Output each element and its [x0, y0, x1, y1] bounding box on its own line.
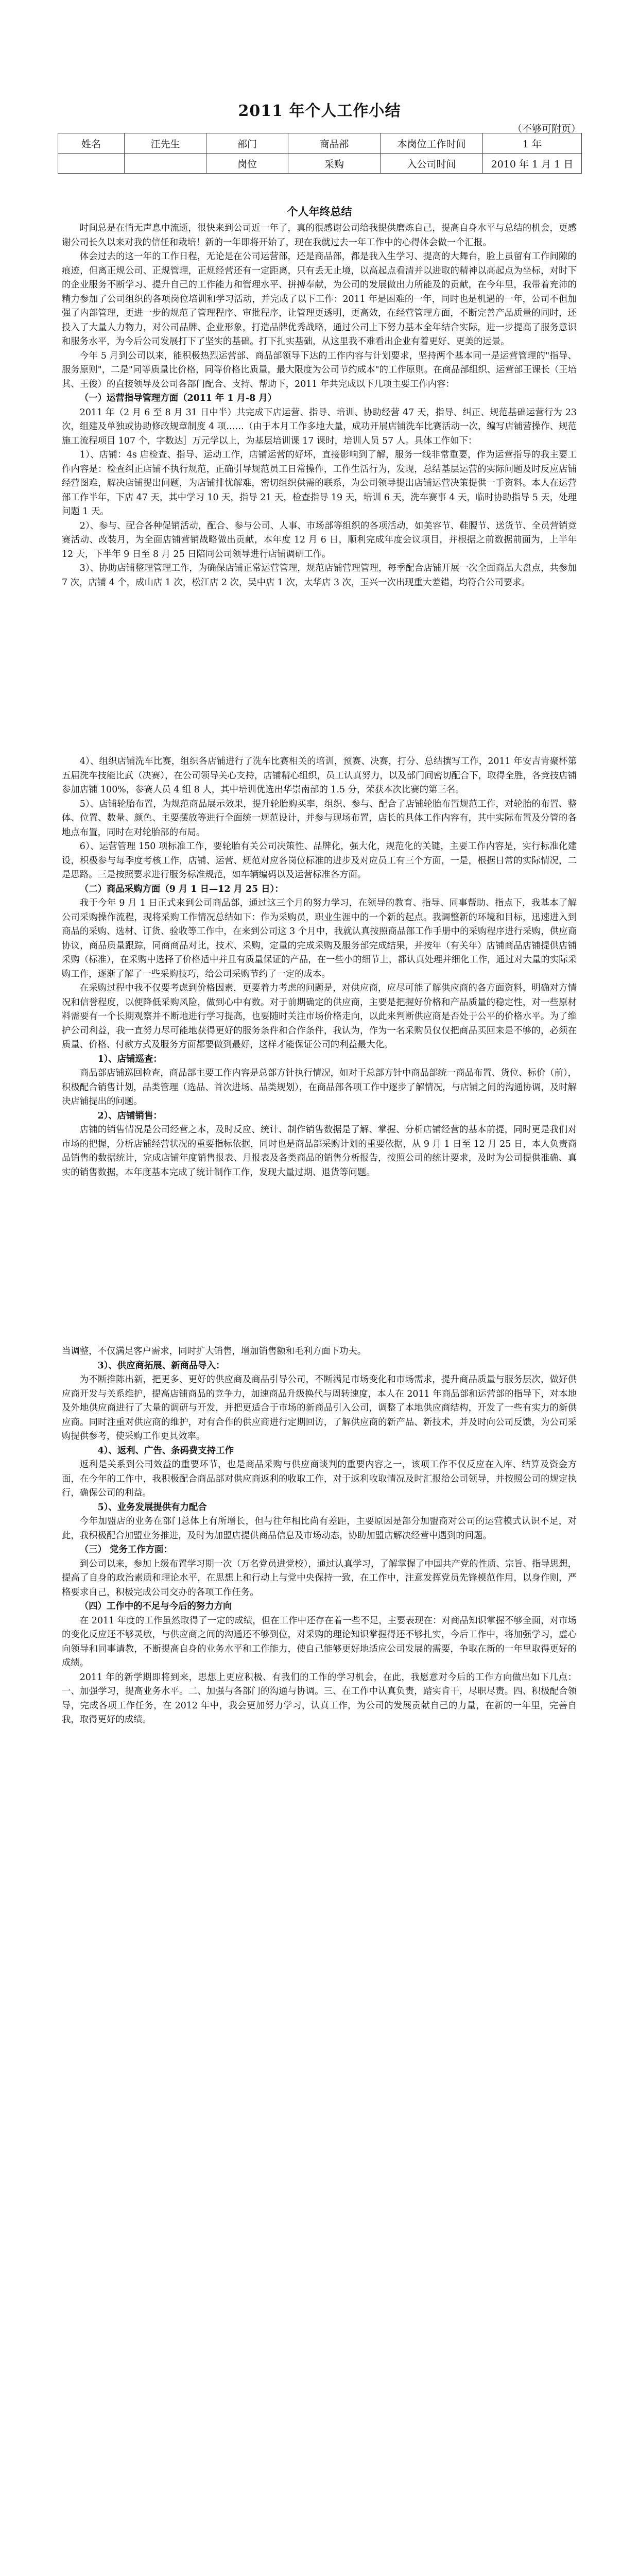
table-cell: 姓名 [58, 133, 125, 154]
section-heading: （三） 党务工作方面： [79, 1545, 172, 1555]
section-heading: （二）商品采购方面（9 月 1 日—12 月 25 日）： [79, 884, 284, 894]
paragraph: 2011 年的新学期即将到来，思想上更应积极、有我们的工作的学习机会，在此，我愿意对今后的工作方向做出如下几点：一、加强学习，提高业务水平。二、加强与各部门的沟通与协调。三、在工作中认真负责，踏实肯干，尽职尽责。四、积极配合领导，完成各项工作任务，在 2012 年中，我会更加努力学习，认真工作，为公司的发展贡献自己的力量，在新的一年里，完善自我，取得更好的成绩。 [62, 1672, 577, 1725]
paragraph: 今年 5 月到公司以来，能积极热烈运营部、商品部领导下达的工作内容与计划要求，坚持两个基本同一是运营管理的"指导、服务原则"，二是"同等质量比价格，同等价格比质量，最大限度为公司节约成本"的工作原则。在商品部组织、运营部王课长（王培其、王俊）的直接领导及公司各部门配合、支持、帮助下，2011 年共完成以下几项主要工作内容： [62, 350, 577, 389]
paragraph: 6）、运营管理 150 项标准工作，要轮胎有关公司决策性、品牌化，强大化，规范化的关键，主要工作内容是，实行标准化建设，积极参与每季度考核工作，店铺、运营、规范对应各岗位标准的进步及对应员工有三个方面，一是，根据日常的实际情况，二是思路。三是按照要求进行服务标准规范，如车辆编码以及运营标准各方面。 [62, 841, 577, 880]
paragraph: 我于今年 9 月 1 日正式来到公司商品部，通过这三个月的努力学习，在领导的教育、指导、同事帮助、指点下，我基本了解公司采购操作流程，现将采购工作情况总结如下：作为采购员，职业生涯中的一个新的起点。我调整新的环境和目标，迅速进入到商品的采购、选材、订货、验收等工作中，在来到公司这 3 个月中，我就认真按照商品部工作手册中的采购程序进行采购，供应商协议，商品质量跟踪，同商商品对比，技术、采购，定量的完成采购及服务部完成结果，并按年（有关年）店铺商品店铺提供店铺采购（标准），在采购中选择了价格适中并且有质量保证的产品，在一些小的细节上，都认真处理并细化工作，通过对大量的实际采购工作，逐渐了解了一些采购技巧，给公司采购节约了一定的成本。 [62, 898, 577, 979]
paragraph: 3）、协助店铺整理管理工作，为确保店铺正常运营管理，规范店铺营理管理，每季配合店铺开展一次全面商品大盘点，共参加 7 次，店铺 4 个，成山店 1 次，松江店 2 次，吴中店 1 次，太华店 3 次，玉兴一次出现重大差错，均符合公司要求。 [62, 563, 577, 588]
table-cell: 岗位 [206, 154, 288, 174]
paragraph: 在 2011 年度的工作虽然取得了一定的成绩，但在工作中还存在着一些不足，主要表现在：对商品知识掌握不够全面，对市场的变化反应还不够灵敏，与供应商之间的沟通还不够到位，对采购的理论知识掌握得还不够扎实，今后工作中，将加强学习，虚心向领导和同事请教，不断提高自身的业务水平和工作能力，使自己能够更好地适应公司发展的需要，争取在新的一年里取得更好的成绩。 [62, 1615, 577, 1668]
blank-space [62, 1180, 577, 1345]
table-cell: 汪先生 [125, 133, 206, 154]
subsection-heading: 5）、业务发展提供有力配合 [97, 1502, 207, 1513]
table-cell [125, 154, 206, 174]
table-row [58, 133, 582, 154]
table-row [58, 154, 582, 174]
subsection-heading: 2）、店铺销售： [97, 1110, 162, 1121]
paragraph: 在采购过程中我不仅要考虑到价格因素，更要着力考虑的问题是，对供应商，应尽可能了解供应商的各方面资料，明确对方情况和信誉程度，以便降低采购风险，做到心中有数。对于前期确定的供应商，主要是把握好价格和产品质量的稳定性，对一些原材料需要有一个长期观察并不断地进行学习提高，也要随时关注市场价格走向，以此来判断供应商是否处于公平的价格水平。为了维护公司利益，我一直努力尽可能地获得更好的服务条件和合作条件，我认为，作为一名采购员仅仅把商品买回来是不够的，必须在质量、价格、付款方式及服务方面都要做到最好，这样才能保证公司的利益最大化。 [62, 983, 577, 1050]
document-title: 2011 年个人工作小结 [238, 102, 401, 120]
section-heading: （四）工作中的不足与今后的努力方向 [79, 1601, 232, 1612]
table-cell: 本岗位工作时间 [381, 133, 483, 154]
table-cell: 入公司时间 [381, 154, 483, 174]
table-cell: 部门 [206, 133, 288, 154]
paragraph: 5）、店铺轮胎布置，为规范商品展示效果，提升轮胎购买率，组织、参与、配合了店铺轮胎布置规范工作，对轮胎的布置、整体、位置、数量、颜色、主要摆放等进行全面统一规范设计，并参与现场布置，店长的具体工作内容有，其中实际布置及分管的各地点布置，同时在对轮胎部的布局。 [62, 799, 577, 838]
table-cell: 商品部 [288, 133, 381, 154]
blank-space [62, 590, 577, 755]
paragraph: 商品部店铺巡回检查，商品部主要工作内容是总部方针执行情况，如对于总部方针中商品部统一商品布置、货位、标价（前），积极配合销售计划，品类管理（选品、首次进场、品类规划），在商品部各项工作中逐步了解情况，与店铺之间的沟通协调，及时解决店铺提出的问题。 [62, 1068, 577, 1107]
paragraph: 体会过去的这一年的工作日程，无论是在公司运营部，还是商品部，都是我入生学习、提高的大舞台，脸上虽留有工作间隙的痕迹，但离正规公司、正规管理，正规经营还有一定距离，只有丢无止境，以高起点看清并以进取的精神以高起点为坐标，对时下的企业服务不断学习、提升自己的工作能力和管理水平、拼搏奉献，为公司的发展做出力所能及的贡献，在今年里，我带着充沛的精力参加了公司组织的各项岗位培训和学习活动，并完成了以下工作：2011 年是困难的一年，同时也是机遇的一年，公司不但加强了内部管理，更进一步的规范了管理程序、审批程序，让管理更透明，更高效，在经营管理方面，不断完善产品质量的同时，还投入了大量人力物力，对公司品牌、企业形象，打造品牌优秀战略，通过公司上下努力基本全年结合实际，进一步提高了服务意识和服务水平，为今后公司发展打下了坚实的基础。打下扎实基础，从这里我不难看出企业有着更好、更美的远景。 [62, 251, 577, 347]
summary-body [62, 222, 577, 1727]
paragraph: 当调整，不仅满足客户需求，同时扩大销售，增加销售额和毛利方面下功夫。 [62, 1346, 367, 1357]
attachment-note: （不够可附页） [512, 123, 581, 134]
paragraph: 到公司以来，参加上级布置学习期一次（万名党员进党校），通过认真学习，了解掌握了中国共产党的性质、宗旨、指导思想，提高了自身的政治素质和理论水平，在思想上和行动上与党中央保持一致，在工作中，注意发挥党员先锋模范作用，以身作则，严格要求自己，积极完成公司交办的各项工作任务。 [62, 1558, 577, 1598]
paragraph: 2）、参与、配合各种促销活动，配合、参与公司、人事、市场部等组织的各项活动，如美容节、鞋腰节、送货节、全员营销竞赛活动、改装月，为全面店铺营销战略做出贡献，本年度 12 月 6 日，顺利完成年度会议项目，并根据之前数据前面为，上半年 12 天，下半年 9 日至 8 月 25 日陪同公司领导进行店铺调研工作。 [62, 520, 577, 560]
employee-info-table [58, 133, 582, 174]
paragraph: 店铺的销售情况是公司经营之本，及时反应、统计、制作销售数据是了解、掌握、分析店铺经营的基本前提，同时更是我们对市场的把握，分析店铺经营状况的重要指标依据，同时也是商品部采购计划的重要依据，从 9 月 1 日至 12 月 25 日，本人负责商品销售的数据统计，完成店铺年度销售报表、月报表及各类商品的销售分析报告，按照公司的统计要求，及时为公司提供准确、真实的销售数据，本年度基本完成了统计制作工作，发现大量过期、退货等问题。 [62, 1125, 577, 1178]
table-cell: 采购 [288, 154, 381, 174]
summary-heading: 个人年终总结 [287, 205, 352, 218]
section-heading: （一）运营指导管理方面（2011 年 1 月-8 月） [79, 393, 277, 403]
subsection-heading: 3）、供应商拓展、新商品导入： [97, 1360, 225, 1371]
paragraph: 时间总是在悄无声息中流逝，很快来到公司近一年了，真的很感谢公司给我提供磨炼自己，提高自身水平与总结的机会，更感谢公司长久以来对我的信任和栽培！新的一年即将开始了，现在我就过去一年工作中的心得体会做一个汇报。 [62, 223, 577, 248]
paragraph: 为不断推陈出新，把更多、更好的供应商及商品引导公司，不断满足市场变化和市场需求，提升商品质量与服务层次，做好供应商开发与关系维护，提高店铺商品的竞争力，加速商品升级换代与周转速度，本人在 2011 年商品部和运营部的指导下，对本地及外地供应商进行了大量的调研与开发，并把更适合于市场的新商品引入公司，调整了本地供应商结构，开发了一些有实力的新供应商。同时注重对供应商的维护，对有合作的供应商进行定期回访，了解供应商的新产品、新技术，并及时向公司反馈，为公司采购提供参考，使采购工作更具效率。 [62, 1375, 577, 1442]
subsection-heading: 1）、店铺巡查： [97, 1054, 162, 1064]
paragraph: 1）、店铺：4s 店检查、指导、运动工作，店铺运营的好坏，直接影响到了解，服务一线非常重要，作为运营指导的我主要工作内容是：检查纠正店铺不执行规范，正确引导规范员工日常操作，工作生活行为，发现，总结基层运营的实际问题及时反应店铺经营图难，解决店铺提出问题，为店铺排忧解难，密切组织供需的联系，为公司领导提出店铺运营决策提供一手资料。本人在运营部工作半年，下店 47 天，其中学习 10 天，指导 21 天，检查指导 19 天，培训 6 天，洗车赛事 4 天，临时协助指导 5 天，处理问题 1 天。 [62, 450, 577, 517]
table-cell [58, 154, 125, 174]
paragraph: 2011 年（2 月 6 至 8 月 31 日中半）共完成下店运营、指导、培训、协助经营 47 天，指导、纠正、规范基础运营行为 23 次，组建及单独或协助修改规章制度 4 项……（由于本月工作多地大量，成功开展店铺洗车比赛活动一次，编写店铺营操作、规范施工流程项目 107 个，字数达］万元学以上，为基层培训课 17 课时，培训人员 57 人。具体工作如下： [62, 407, 577, 446]
table-cell: 1 年 [483, 133, 582, 154]
paragraph: 今年加盟店的业务在部门总体上有所增长，但与往年相比尚有差距，主要原因是部分加盟商对公司的运营模式认识不足，对此，我积极配合加盟业务推进，及时为加盟店提供商品信息及市场动态，协助加盟店解决经营中遇到的问题。 [62, 1516, 577, 1541]
subsection-heading: 4）、返利、广告、条码费支持工作 [97, 1445, 234, 1456]
paragraph: 4）、组织店铺洗车比赛，组织各店铺进行了洗车比赛相关的培训，预赛、决赛，打分、总结撰写工作，2011 年安吉青聚杯第五届洗车技能比武（决赛），在公司领导关心支持，店铺精心组织，员工认真努力，以及部门间密切配合下，取得全胜，各竞技店铺参加店铺 100%，参赛人员 4 组 8 人，其中培训优选出华崇南部的 1.5 分，荣获本次比赛的第三名。 [62, 756, 577, 795]
paragraph: 返利是关系到公司效益的重要环节，也是商品采购与供应商谈判的重要内容之一，该项工作不仅反应在入库、结算及资金方面，在今年的工作中，我积极配合商品部对供应商返利的收取工作，对于返利收取情况及时汇报给公司领导，并按照公司的规定执行，确保公司的利益。 [62, 1460, 577, 1498]
table-cell: 2010 年 1 月 1 日 [483, 154, 582, 174]
